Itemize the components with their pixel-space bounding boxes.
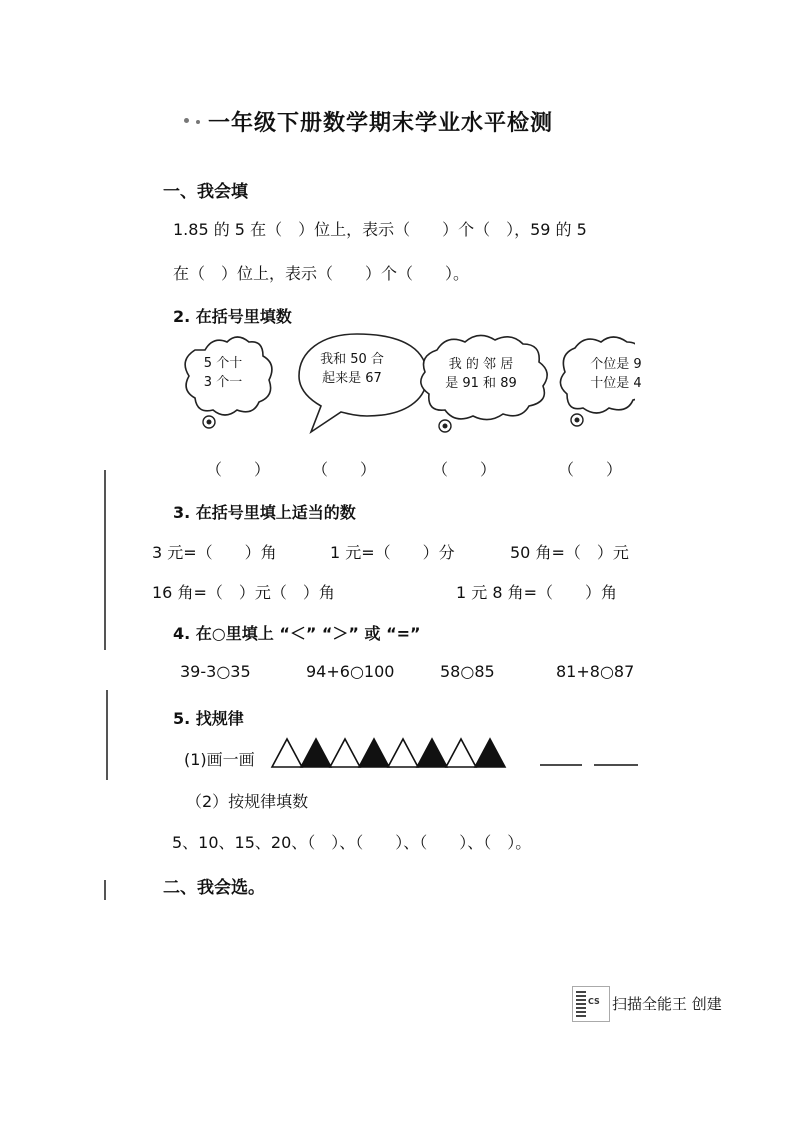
bubble-3-text [436, 355, 526, 393]
section-heading-fill: 一、我会填 [163, 182, 248, 202]
page-title: 一年级下册数学期末学业水平检测 [208, 111, 554, 136]
outline-triangle-icon [330, 739, 360, 767]
q1-line2: 在（ ）位上，表示（ ）个（ ）。 [173, 264, 470, 283]
outline-triangle-icon [446, 739, 476, 767]
q2-answer-blank-4[interactable]: （ ） [558, 460, 623, 479]
bubble-1-line1: 5 个十 [203, 356, 243, 371]
q4-item-4: 81+8○87 [556, 662, 635, 681]
scan-edge-mark [104, 880, 106, 900]
bubble-1-line2: 3 个一 [203, 375, 243, 390]
section-heading-choose: 二、我会选。 [163, 878, 265, 898]
bubble-2-line2: 起来是 67 [322, 371, 382, 386]
bubble-2-text [312, 350, 392, 388]
q3-item-3: 50 角=（ ）元 [510, 543, 629, 562]
outline-triangle-icon [388, 739, 418, 767]
q3-item-5: 1 元 8 角=（ ）角 [456, 583, 618, 602]
q3-item-4: 16 角=（ ）元（ ）角 [152, 583, 335, 602]
qr-pattern-icon [576, 991, 586, 1017]
filled-triangle-icon [417, 739, 447, 767]
bubble-3-line2: 是 91 和 89 [445, 376, 517, 391]
bubble-2-line1: 我和 50 合 [320, 352, 384, 367]
camscanner-logo [572, 986, 610, 1022]
q5-part1-label: (1)画一画 [184, 750, 255, 769]
q4-heading: 4. 在○里填上 “＜” “＞” 或 “=” [173, 624, 421, 643]
q4-item-1: 39-3○35 [180, 662, 251, 681]
scan-speck [184, 118, 189, 123]
bubble-3-line1: 我 的 邻 居 [448, 357, 514, 372]
q1-line1: 1.85 的 5 在（ ）位上，表示（ ）个（ ），59 的 5 [173, 220, 587, 239]
filled-triangle-icon [359, 739, 389, 767]
q2-answer-blank-1[interactable]: （ ） [206, 460, 271, 479]
q5-part2-label: （2）按规律填数 [186, 792, 309, 811]
q4-item-3: 58○85 [440, 662, 495, 681]
watermark-text: 扫描全能王 创建 [612, 995, 722, 1013]
q3-item-1: 3 元=（ ）角 [152, 543, 277, 562]
bubble-1-text [198, 354, 248, 392]
triangle-pattern [270, 736, 640, 770]
q3-heading: 3. 在括号里填上适当的数 [173, 503, 356, 522]
q2-answer-blank-3[interactable]: （ ） [432, 460, 497, 479]
logo-text: CS [588, 997, 600, 1006]
bubble-4-text [581, 355, 651, 393]
q2-answer-blank-2[interactable]: （ ） [312, 460, 377, 479]
scan-edge-mark [106, 690, 108, 780]
bubble-4-line2: 十位是 4 [590, 376, 642, 391]
q5-heading: 5. 找规律 [173, 709, 244, 728]
filled-triangle-icon [475, 739, 505, 767]
q4-item-2: 94+6○100 [306, 662, 395, 681]
scan-edge-mark [104, 470, 106, 650]
scan-speck [196, 120, 200, 124]
q5-sequence: 5、10、15、20、（ ）、（ ）、（ ）、（ ）。 [172, 833, 532, 852]
q3-item-2: 1 元=（ ）分 [330, 543, 455, 562]
outline-triangle-icon [272, 739, 302, 767]
filled-triangle-icon [301, 739, 331, 767]
q2-heading: 2. 在括号里填数 [173, 307, 292, 326]
bubble-4-line1: 个位是 9 [590, 357, 642, 372]
